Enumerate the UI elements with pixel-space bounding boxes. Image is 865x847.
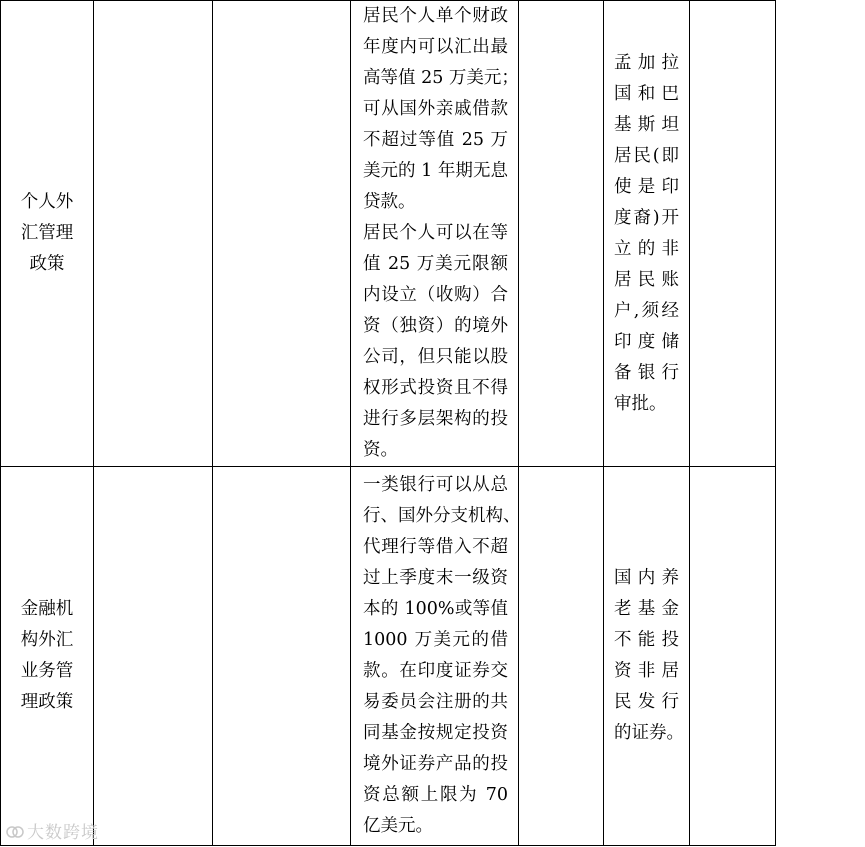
text-line: 居民个人可以在等 xyxy=(363,223,508,243)
text-line: 户,须经 xyxy=(614,300,679,321)
text-line: 国和巴 xyxy=(614,83,679,104)
text-line: 使是印 xyxy=(614,176,679,197)
text-line: 高等值 25 万美元； xyxy=(363,68,519,88)
text-line: 立的非 xyxy=(614,238,679,259)
text-line: 权形式投资且不得 xyxy=(363,378,508,398)
empty-cell xyxy=(519,467,604,846)
text-line: 老基金 xyxy=(614,599,679,619)
text-line: 内设立（收购）合 xyxy=(363,285,508,305)
text-line: 汇管理 xyxy=(20,223,74,243)
category-label xyxy=(1,594,93,718)
text-line: 易委员会注册的共 xyxy=(363,692,508,712)
text-line: 一类银行可以从总 xyxy=(363,475,508,495)
text-line: 贷款。 xyxy=(363,192,416,212)
restriction-text xyxy=(604,563,689,749)
text-line: 居民账 xyxy=(614,269,679,290)
text-line: 行、国外分支机构、 xyxy=(363,506,521,526)
text-line: 资总额上限为 70 xyxy=(363,785,508,805)
text-line: 进行多层架构的投 xyxy=(363,409,508,429)
table-row xyxy=(1,467,865,846)
text-line: 可从国外亲戚借款 xyxy=(363,99,508,119)
empty-cell xyxy=(690,467,776,846)
restriction-cell xyxy=(604,1,690,467)
text-line: 印度储 xyxy=(614,331,679,352)
text-line: 基斯坦 xyxy=(614,114,679,135)
text-line: 国内养 xyxy=(614,568,679,588)
text-line: 本的 100%或等值 xyxy=(363,599,508,619)
text-line: 金融机 xyxy=(20,599,74,619)
watermark-text: 大数跨境 xyxy=(27,823,99,843)
text-line: 审批。 xyxy=(614,393,667,414)
text-line: 过上季度末一级资 xyxy=(363,568,508,588)
text-line: 代理行等借入不超 xyxy=(363,537,508,557)
empty-cell xyxy=(94,467,213,846)
text-line: 资非居 xyxy=(614,661,679,681)
text-line: 居民(即 xyxy=(614,145,679,166)
text-line: 值 25 万美元限额 xyxy=(363,254,508,274)
text-line: 度裔)开 xyxy=(614,207,679,228)
empty-cell xyxy=(213,1,351,467)
category-label xyxy=(1,187,93,280)
text-line: 政策 xyxy=(29,254,65,274)
watermark-logo-icon xyxy=(6,825,24,839)
text-line: 公司，但只能以股 xyxy=(363,347,508,367)
text-line: 同基金按规定投资 xyxy=(363,723,508,743)
text-line: 孟加拉 xyxy=(614,52,679,73)
text-line: 境外证券产品的投 xyxy=(363,754,508,774)
table-row xyxy=(1,1,865,467)
text-line: 备银行 xyxy=(614,362,679,383)
policy-detail-cell xyxy=(351,467,519,846)
empty-cell xyxy=(94,1,213,467)
text-line: 美元的 1 年期无息 xyxy=(363,161,508,181)
category-cell xyxy=(1,467,94,846)
policy-detail-text xyxy=(351,470,521,842)
text-line: 亿美元。 xyxy=(363,816,433,836)
empty-cell xyxy=(690,1,776,467)
policy-detail-text xyxy=(351,1,518,466)
text-line: 不超过等值 25 万 xyxy=(363,130,508,150)
empty-cell xyxy=(519,1,604,467)
text-line: 民发行 xyxy=(614,692,679,712)
text-line: 资。 xyxy=(363,440,398,460)
text-line: 款。在印度证券交 xyxy=(363,661,508,681)
text-line: 年度内可以汇出最 xyxy=(363,37,508,57)
category-cell xyxy=(1,1,94,467)
text-line: 资（独资）的境外 xyxy=(363,316,508,336)
text-line: 居民个人单个财政 xyxy=(363,6,508,26)
restriction-text xyxy=(604,48,689,420)
policy-detail-cell xyxy=(351,1,519,467)
text-line: 1000 万美元的借 xyxy=(363,630,508,650)
text-line: 理政策 xyxy=(20,692,74,712)
text-line: 不能投 xyxy=(614,630,679,650)
empty-cell xyxy=(213,467,351,846)
restriction-cell xyxy=(604,467,690,846)
text-line: 构外汇 xyxy=(20,630,74,650)
text-line: 业务管 xyxy=(20,661,74,681)
text-line: 的证券。 xyxy=(614,723,684,743)
watermark xyxy=(6,818,99,843)
text-line: 个人外 xyxy=(20,192,74,212)
